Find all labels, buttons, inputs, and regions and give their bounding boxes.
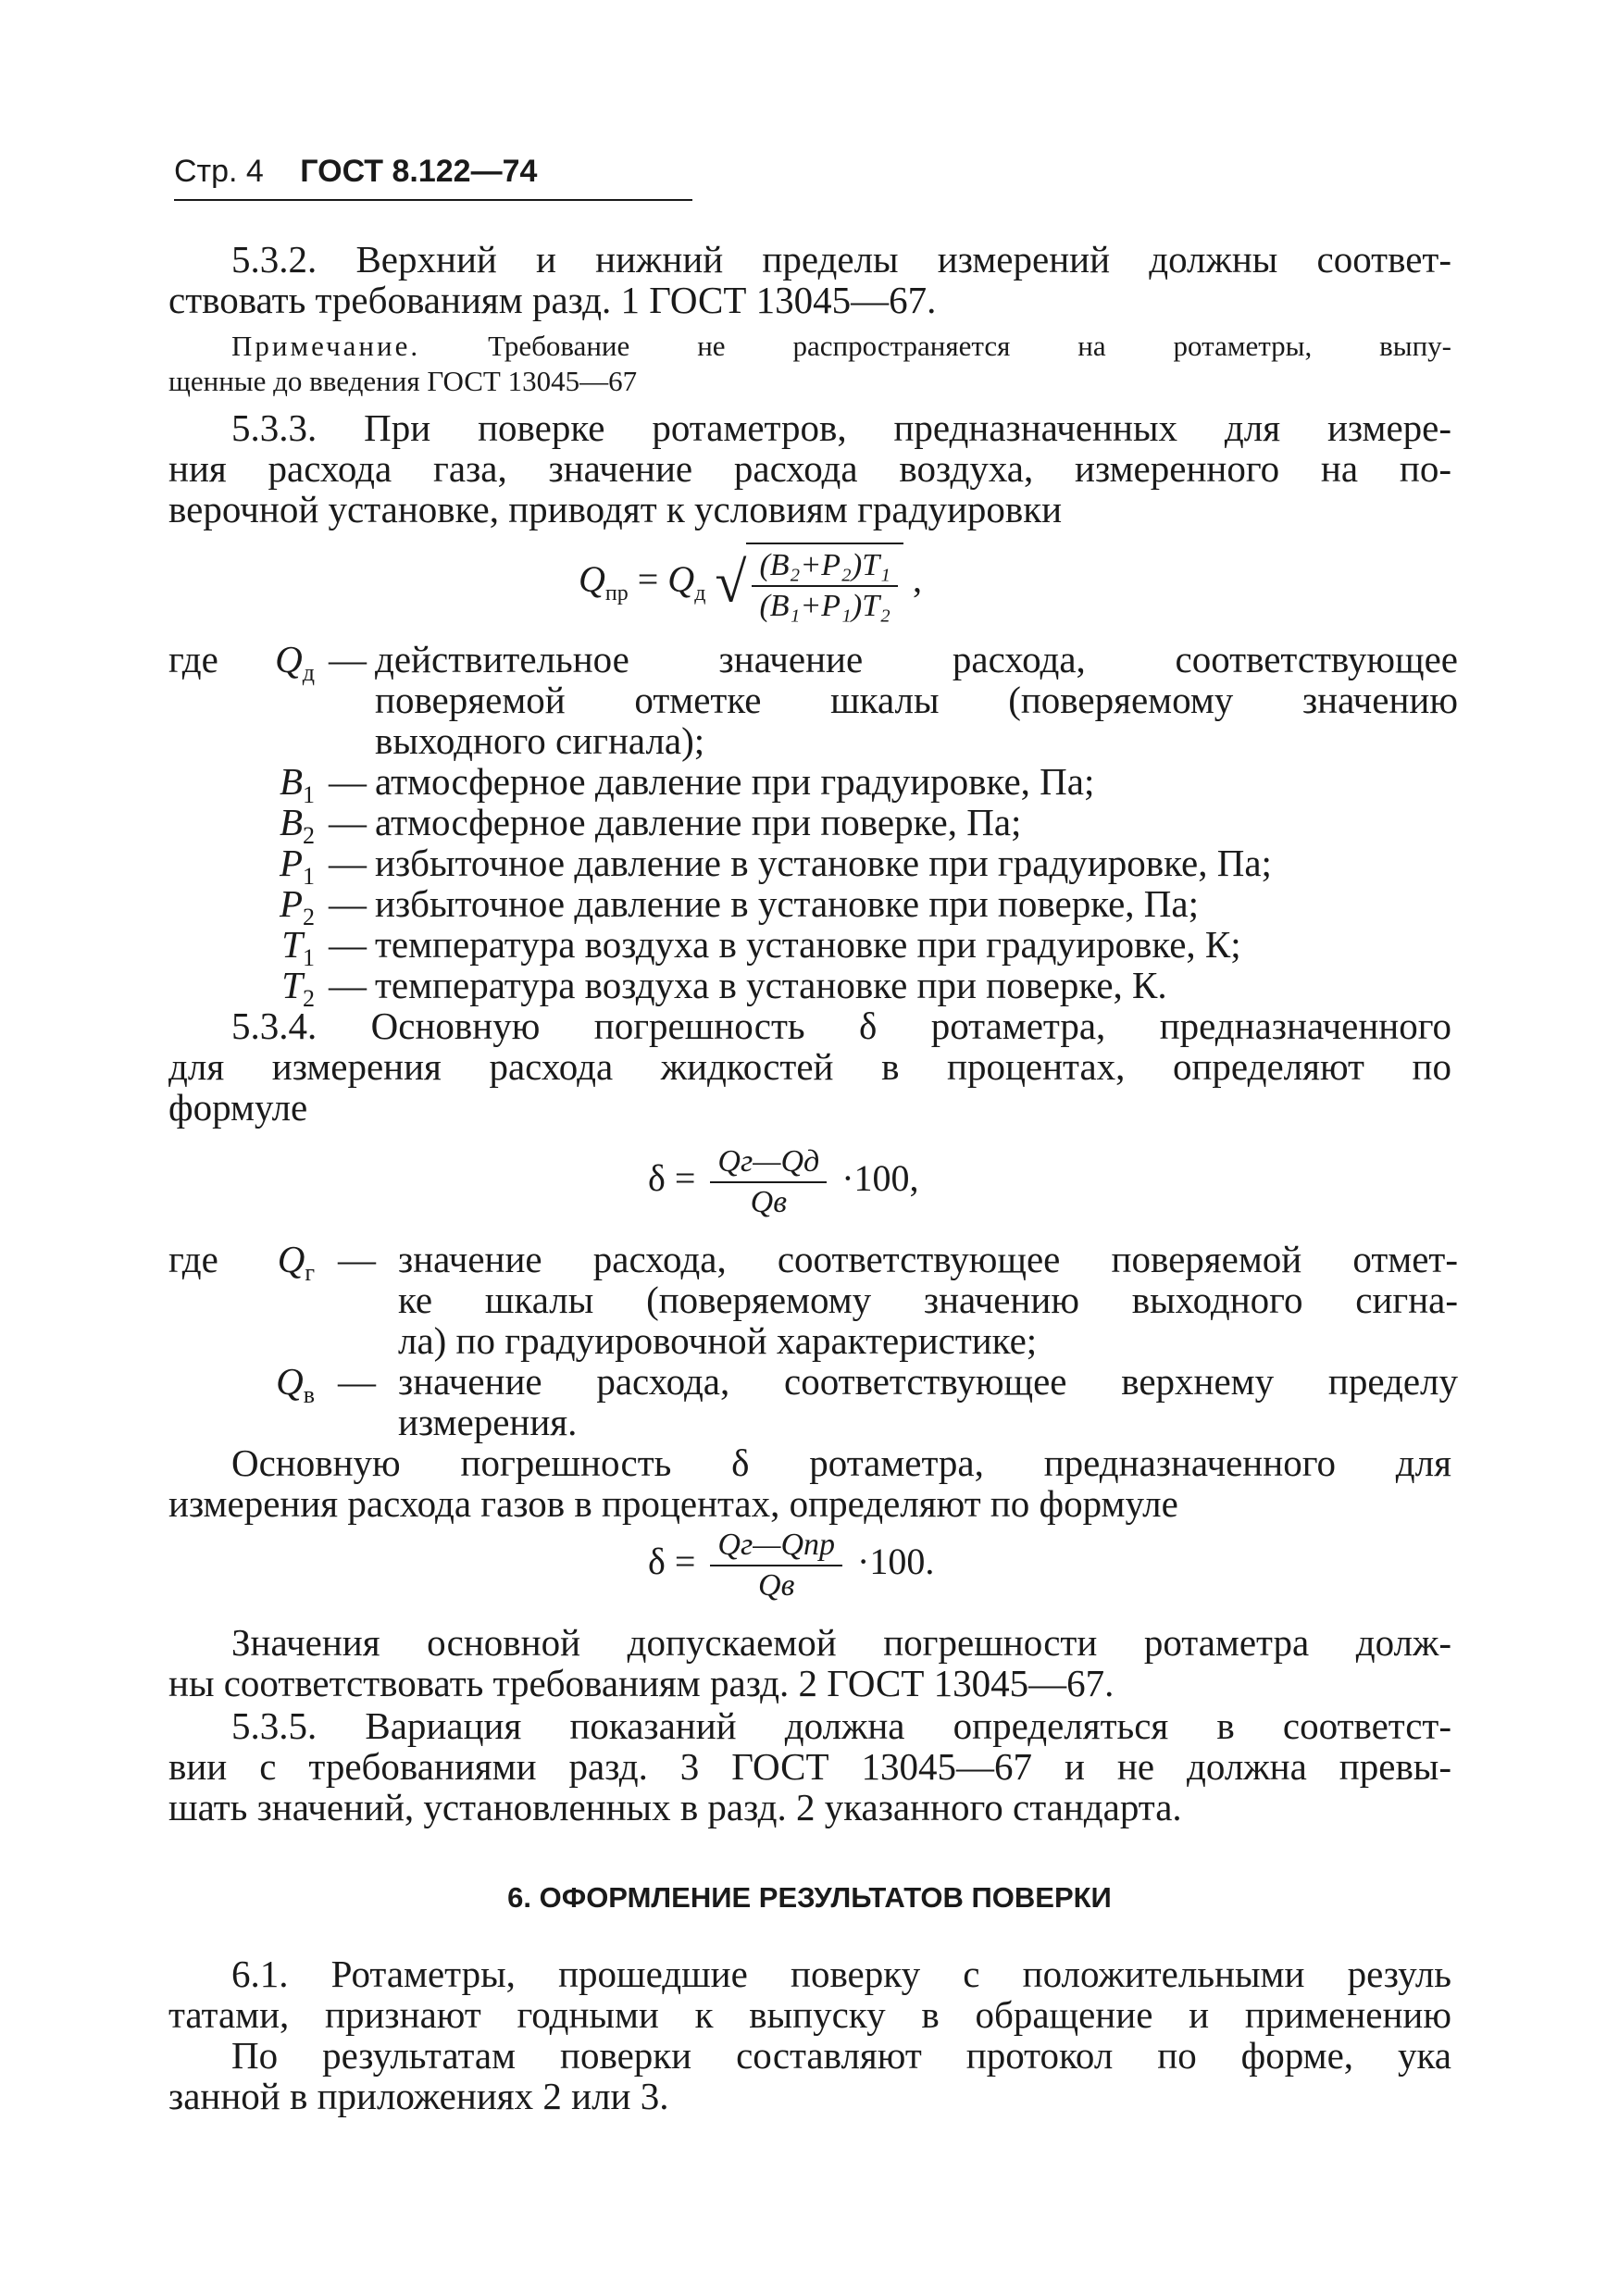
note-line-1 — [231, 330, 1451, 363]
where1-desc-1-line-3: выходного сигнала); — [375, 719, 705, 762]
where2-desc-2-line-1: значение расхода, соответствующее верхнему пределу — [398, 1360, 1458, 1403]
where1-symbol-1: $Q_д$ — [275, 638, 315, 687]
where1-symbol-7: $T_2$ — [281, 964, 315, 1013]
p533-line-1: 5.3.3. При поверке ротаметров, предназначенных для измере- — [231, 406, 1451, 449]
where1-desc-7-line-1: температура воздуха в установке при поверке, К. — [375, 964, 1167, 1006]
formula-gas-error — [648, 1528, 934, 1603]
formula3-fraction — [710, 1528, 842, 1603]
formula3-tail: ·100. — [857, 1541, 935, 1583]
where1-desc-4-line-1: избыточное давление в установке при градуировке, Па; — [375, 842, 1272, 884]
where2-desc-1-line-3: ла) по градуировочной характеристике; — [398, 1319, 1038, 1362]
where1-dash-2: — — [329, 760, 367, 803]
p534-line-1: 5.3.4. Основную погрешность δ ротаметра, предназначенного — [231, 1004, 1451, 1047]
section-6-title: 6. ОФОРМЛЕНИЕ РЕЗУЛЬТАТОВ ПОВЕРКИ — [507, 1881, 1112, 1914]
note-line-2: щенные до введения ГОСТ 13045—67 — [168, 365, 638, 397]
where2-desc-1-line-2: ке шкалы (поверяемому значению выходного сигна- — [398, 1279, 1458, 1321]
formula3-denominator: Qв — [758, 1568, 795, 1603]
where1-dash-3: — — [329, 801, 367, 843]
p532-line-1: 5.3.2. Верхний и нижний пределы измерений должны соответ- — [231, 238, 1451, 281]
formula1-eq: = — [637, 558, 659, 601]
sqrt-body — [746, 543, 903, 624]
where2-symbol-1: $Q_г$ — [277, 1238, 315, 1287]
limits-line-2: ны соответствовать требованиям разд. 2 ГОСТ 13045—67. — [168, 1662, 1115, 1704]
where1-desc-3-line-1: атмосферное давление при поверке, Па; — [375, 801, 1022, 843]
p61-line-2: татами, признают годными к выпуску в обращение и применению — [168, 1993, 1451, 2036]
where2-dash-2: — — [338, 1360, 376, 1403]
formula1-lhs: $Q_{пр}$ — [579, 558, 629, 606]
where1-gde: где — [168, 638, 218, 680]
where2-desc-1-line-1: значение расхода, соответствующее поверяемой отмет- — [398, 1238, 1458, 1280]
formula2-lhs: δ = — [648, 1157, 696, 1200]
where1-symbol-2: $B_1$ — [279, 760, 315, 809]
where1-desc-5-line-1: избыточное давление в установке при поверке, Па; — [375, 882, 1199, 925]
formula2-fraction — [710, 1144, 827, 1220]
where1-symbol-6: $T_1$ — [281, 923, 315, 972]
standard-number: ГОСТ 8.122—74 — [300, 154, 538, 189]
p535-line-2: вии с требованиями разд. 3 ГОСТ 13045—67 и не должна превы- — [168, 1745, 1451, 1788]
p533-line-2: ния расхода газа, значение расхода воздуха, измеренного на по- — [168, 447, 1451, 490]
formula3-numerator: Qг—Qпр — [710, 1528, 842, 1566]
formula1-numerator: (B₂+P₂)T₁ — [752, 548, 898, 587]
where2-desc-2-line-2: измерения. — [398, 1401, 578, 1443]
formula-reduced-flow — [579, 543, 922, 624]
p61-line-4: занной в приложениях 2 или 3. — [168, 2075, 669, 2117]
where2-symbol-2: $Q_в$ — [276, 1360, 315, 1409]
where1-desc-2-line-1: атмосферное давление при градуировке, Па; — [375, 760, 1095, 803]
p534-line-2: для измерения расхода жидкостей в процентах, определяют по — [168, 1045, 1451, 1088]
where1-symbol-4: $P_1$ — [279, 842, 315, 891]
page-number: Стр. 4 — [174, 154, 264, 189]
where1-dash-1: — — [329, 638, 367, 680]
where2-gde: где — [168, 1238, 218, 1280]
formula3-lhs: δ = — [648, 1541, 696, 1583]
p534-line-3: формуле — [168, 1086, 308, 1129]
formula2-numerator: Qг—Qд — [710, 1144, 827, 1183]
formula2-denominator: Qв — [750, 1185, 787, 1219]
formula-liquid-error — [648, 1144, 919, 1220]
where1-dash-5: — — [329, 882, 367, 925]
formula1-q: $Q_д$ — [667, 558, 706, 606]
p535-line-1: 5.3.5. Вариация показаний должна определяться в соответст- — [231, 1704, 1451, 1747]
formula1-denominator: (B₁+P₁)T₂ — [759, 589, 890, 623]
where1-symbol-3: $B_2$ — [279, 801, 315, 850]
p535-line-3: шать значений, установленных в разд. 2 указанного стандарта. — [168, 1786, 1182, 1828]
limits-line-1: Значения основной допускаемой погрешности ротаметра долж- — [231, 1621, 1451, 1664]
p533-line-3: верочной установке, приводят к условиям градуировки — [168, 488, 1063, 530]
gas-line-1: Основную погрешность δ ротаметра, предназначенного для — [231, 1441, 1451, 1484]
where1-dash-4: — — [329, 842, 367, 884]
p532-line-2: ствовать требованиям разд. 1 ГОСТ 13045—67. — [168, 279, 937, 321]
formula2-tail: ·100, — [841, 1157, 919, 1200]
where1-desc-6-line-1: температура воздуха в установке при градуировке, К; — [375, 923, 1241, 966]
page-header — [174, 154, 692, 201]
sqrt-sign: √ — [715, 551, 747, 615]
where1-symbol-5: $P_2$ — [279, 882, 315, 931]
where1-dash-6: — — [329, 923, 367, 966]
formula1-tail: , — [912, 558, 922, 601]
p61-line-3: По результатам поверки составляют протокол по форме, ука — [231, 2034, 1451, 2077]
note-label: Примечание. — [231, 330, 421, 362]
where1-desc-1-line-2: поверяемой отметке шкалы (поверяемому значению — [375, 679, 1458, 721]
p61-line-1: 6.1. Ротаметры, прошедшие поверку с положительными резуль — [231, 1953, 1451, 1995]
note-text-1: Требование не распространяется на ротаметры, выпу- — [488, 330, 1452, 362]
where1-dash-7: — — [329, 964, 367, 1006]
where1-desc-1-line-1: действительное значение расхода, соответствующее — [375, 638, 1458, 680]
where2-dash-1: — — [338, 1238, 376, 1280]
formula1-fraction — [752, 548, 898, 624]
gas-line-2: измерения расхода газов в процентах, определяют по формуле — [168, 1482, 1178, 1525]
